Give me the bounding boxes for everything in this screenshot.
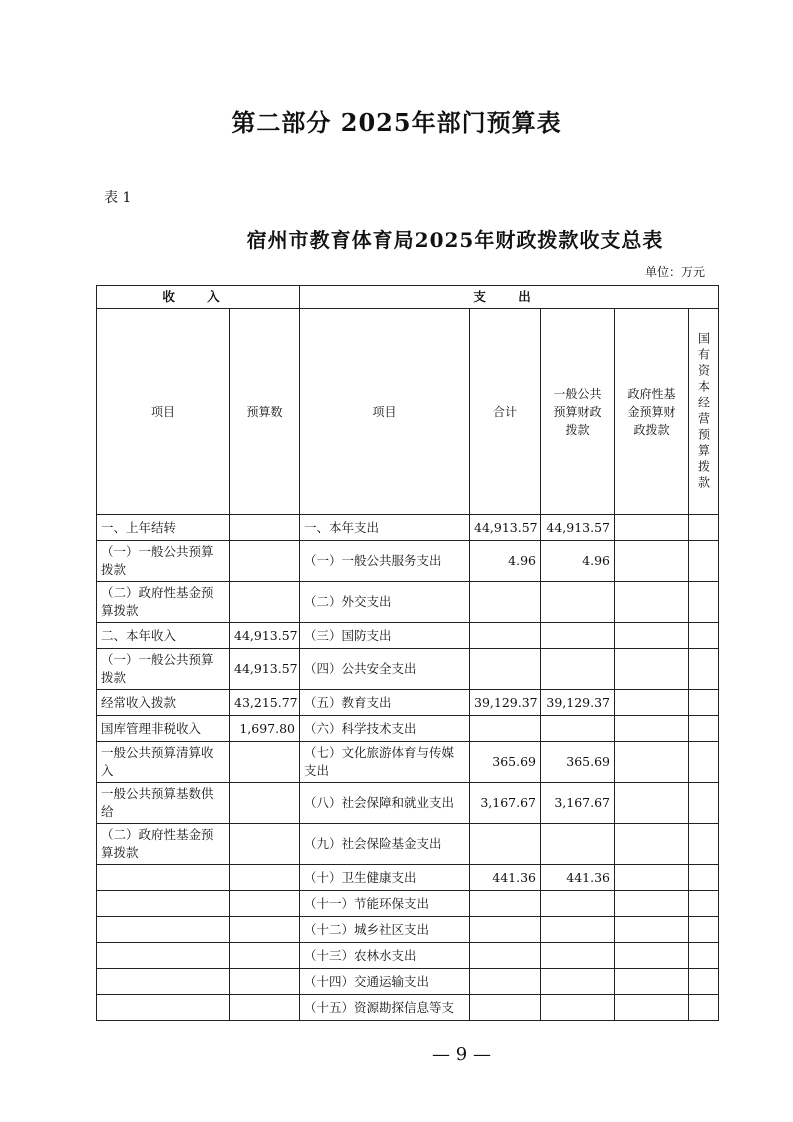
income-item-cell: （二）政府性基金预算拨款 — [97, 824, 230, 865]
capital-budget-amount-cell — [689, 582, 719, 623]
expense-total-cell — [470, 995, 541, 1021]
income-amount-cell — [230, 917, 300, 943]
income-item-cell — [97, 891, 230, 917]
income-item-cell: （二）政府性基金预算拨款 — [97, 582, 230, 623]
page-number: — 9 — — [432, 1044, 491, 1065]
income-amount-cell — [230, 865, 300, 891]
table-label: 表 1 — [104, 190, 132, 206]
col-header-income-item: 项目 — [97, 309, 230, 515]
capital-budget-amount-cell — [689, 690, 719, 716]
table-row — [97, 515, 719, 541]
table-row — [97, 716, 719, 742]
fund-budget-amount-cell — [615, 917, 689, 943]
expense-item-cell: （六）科学技术支出 — [300, 716, 470, 742]
expense-total-cell: 4.96 — [470, 541, 541, 582]
capital-budget-amount-cell — [689, 995, 719, 1021]
col-header-general-budget — [541, 309, 615, 515]
part-title: 第二部分 2025年部门预算表 — [231, 108, 562, 137]
table-title: 宿州市教育体育局2025年财政拨款收支总表 — [246, 228, 664, 252]
budget-table — [96, 285, 719, 1021]
expense-item-cell: （四）公共安全支出 — [300, 649, 470, 690]
col-header-expense-item: 项目 — [300, 309, 470, 515]
expense-total-cell: 441.36 — [470, 865, 541, 891]
header-row-main — [97, 286, 719, 309]
income-amount-cell: 1,697.80 — [230, 716, 300, 742]
capital-budget-amount-cell — [689, 716, 719, 742]
income-item-cell: 一、上年结转 — [97, 515, 230, 541]
fund-budget-amount-cell — [615, 824, 689, 865]
income-amount-cell — [230, 515, 300, 541]
table-row — [97, 582, 719, 623]
expense-total-cell: 365.69 — [470, 742, 541, 783]
expense-total-cell — [470, 649, 541, 690]
expense-item-cell: （九）社会保险基金支出 — [300, 824, 470, 865]
general-budget-amount-cell: 4.96 — [541, 541, 615, 582]
expense-item-cell: （二）外交支出 — [300, 582, 470, 623]
income-amount-cell — [230, 582, 300, 623]
expense-total-cell: 44,913.57 — [470, 515, 541, 541]
expense-item-cell: （十一）节能环保支出 — [300, 891, 470, 917]
expense-total-cell — [470, 623, 541, 649]
income-item-cell — [97, 865, 230, 891]
expense-item-cell: （七）文化旅游体育与传媒支出 — [300, 742, 470, 783]
table-row — [97, 917, 719, 943]
fund-budget-amount-cell — [615, 742, 689, 783]
expense-total-cell — [470, 716, 541, 742]
income-item-cell: 一般公共预算清算收入 — [97, 742, 230, 783]
general-budget-amount-cell — [541, 824, 615, 865]
expense-total-cell — [470, 917, 541, 943]
general-budget-amount-cell — [541, 623, 615, 649]
capital-budget-amount-cell — [689, 969, 719, 995]
fund-budget-amount-cell — [615, 995, 689, 1021]
fund-budget-amount-cell — [615, 891, 689, 917]
table-row — [97, 865, 719, 891]
expense-item-cell: （一）一般公共服务支出 — [300, 541, 470, 582]
general-budget-amount-cell — [541, 943, 615, 969]
fund-budget-amount-cell — [615, 623, 689, 649]
income-amount-cell — [230, 824, 300, 865]
fund-budget-amount-cell — [615, 943, 689, 969]
expense-item-cell: （八）社会保障和就业支出 — [300, 783, 470, 824]
table-row — [97, 995, 719, 1021]
income-item-cell: （一）一般公共预算拨款 — [97, 541, 230, 582]
capital-budget-amount-cell — [689, 943, 719, 969]
capital-budget-amount-cell — [689, 541, 719, 582]
capital-budget-amount-cell — [689, 623, 719, 649]
income-header: 收 入 — [97, 286, 300, 309]
capital-budget-amount-cell — [689, 649, 719, 690]
expense-item-cell: （十三）农林水支出 — [300, 943, 470, 969]
income-item-cell: 经常收入拨款 — [97, 690, 230, 716]
general-budget-amount-cell: 44,913.57 — [541, 515, 615, 541]
fund-budget-amount-cell — [615, 865, 689, 891]
income-amount-cell: 44,913.57 — [230, 649, 300, 690]
capital-budget-amount-cell — [689, 891, 719, 917]
income-amount-cell: 44,913.57 — [230, 623, 300, 649]
capital-budget-amount-cell — [689, 742, 719, 783]
general-budget-amount-cell — [541, 995, 615, 1021]
table-row — [97, 969, 719, 995]
capital-budget-amount-cell — [689, 865, 719, 891]
income-item-cell — [97, 969, 230, 995]
col-header-capital-budget-text: 国有资本经营预算拨款 — [696, 331, 711, 492]
expense-item-cell: （三）国防支出 — [300, 623, 470, 649]
expense-total-cell: 39,129.37 — [470, 690, 541, 716]
income-amount-cell: 43,215.77 — [230, 690, 300, 716]
income-amount-cell — [230, 969, 300, 995]
general-budget-amount-cell — [541, 582, 615, 623]
table-row — [97, 541, 719, 582]
income-amount-cell — [230, 742, 300, 783]
table-row — [97, 690, 719, 716]
unit-label: 单位：万元 — [644, 265, 705, 279]
general-budget-amount-cell: 441.36 — [541, 865, 615, 891]
expense-total-cell — [470, 969, 541, 995]
table-row — [97, 783, 719, 824]
income-amount-cell — [230, 783, 300, 824]
income-item-cell — [97, 943, 230, 969]
col-header-income-amount: 预算数 — [230, 309, 300, 515]
general-budget-amount-cell — [541, 891, 615, 917]
fund-budget-amount-cell — [615, 541, 689, 582]
expense-header: 支 出 — [300, 286, 719, 309]
general-budget-amount-cell — [541, 716, 615, 742]
fund-budget-amount-cell — [615, 969, 689, 995]
col-header-general-budget-text: 一般公共预算财政拨款 — [553, 386, 602, 437]
table-row — [97, 891, 719, 917]
col-header-capital-budget — [689, 309, 719, 515]
expense-item-cell: （十）卫生健康支出 — [300, 865, 470, 891]
income-item-cell: 一般公共预算基数供给 — [97, 783, 230, 824]
general-budget-amount-cell — [541, 649, 615, 690]
general-budget-amount-cell: 365.69 — [541, 742, 615, 783]
income-item-cell — [97, 995, 230, 1021]
general-budget-amount-cell — [541, 969, 615, 995]
income-amount-cell — [230, 541, 300, 582]
income-item-cell: 二、本年收入 — [97, 623, 230, 649]
capital-budget-amount-cell — [689, 783, 719, 824]
table-row — [97, 742, 719, 783]
general-budget-amount-cell: 3,167.67 — [541, 783, 615, 824]
fund-budget-amount-cell — [615, 515, 689, 541]
table-row — [97, 824, 719, 865]
expense-total-cell — [470, 943, 541, 969]
table-row — [97, 943, 719, 969]
header-row-columns — [97, 309, 719, 515]
fund-budget-amount-cell — [615, 649, 689, 690]
capital-budget-amount-cell — [689, 824, 719, 865]
table-row — [97, 649, 719, 690]
table-row — [97, 623, 719, 649]
expense-item-cell: （五）教育支出 — [300, 690, 470, 716]
income-amount-cell — [230, 995, 300, 1021]
col-header-total: 合计 — [470, 309, 541, 515]
fund-budget-amount-cell — [615, 582, 689, 623]
capital-budget-amount-cell — [689, 515, 719, 541]
income-amount-cell — [230, 943, 300, 969]
income-item-cell — [97, 917, 230, 943]
expense-total-cell — [470, 824, 541, 865]
expense-total-cell: 3,167.67 — [470, 783, 541, 824]
income-amount-cell — [230, 891, 300, 917]
expense-item-cell: （十二）城乡社区支出 — [300, 917, 470, 943]
expense-total-cell — [470, 582, 541, 623]
general-budget-amount-cell: 39,129.37 — [541, 690, 615, 716]
expense-total-cell — [470, 891, 541, 917]
general-budget-amount-cell — [541, 917, 615, 943]
income-item-cell: （一）一般公共预算拨款 — [97, 649, 230, 690]
expense-item-cell: 一、本年支出 — [300, 515, 470, 541]
expense-item-cell: （十四）交通运输支出 — [300, 969, 470, 995]
expense-item-cell: （十五）资源勘探信息等支 — [300, 995, 470, 1021]
col-header-fund-budget — [615, 309, 689, 515]
fund-budget-amount-cell — [615, 783, 689, 824]
fund-budget-amount-cell — [615, 716, 689, 742]
fund-budget-amount-cell — [615, 690, 689, 716]
capital-budget-amount-cell — [689, 917, 719, 943]
income-item-cell: 国库管理非税收入 — [97, 716, 230, 742]
col-header-fund-budget-text: 政府性基金预算财政拨款 — [627, 386, 676, 437]
